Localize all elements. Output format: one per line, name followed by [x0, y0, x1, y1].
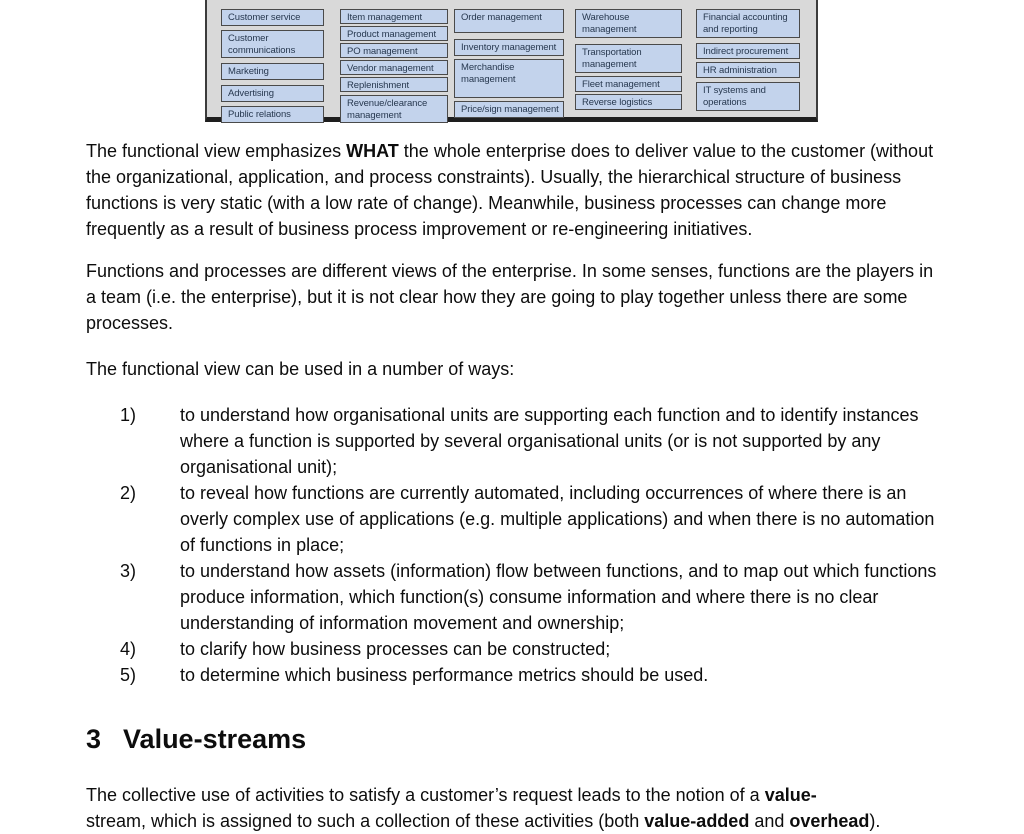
function-box: Customer service: [221, 9, 324, 26]
function-box: Inventory management: [454, 39, 564, 56]
text-segment: The functional view emphasizes: [86, 141, 347, 161]
business-functions-diagram: [205, 0, 818, 122]
paragraph-list-intro: The functional view can be used in a number of ways:: [86, 359, 515, 379]
figure-column-orders: [454, 9, 564, 118]
function-box: Vendor management: [340, 60, 448, 75]
text-segment: The collective use of activities to satisfy a customer’s request leads to the notion of a: [86, 785, 765, 805]
function-box: Indirect procurement: [696, 43, 800, 59]
function-box: Customer communications: [221, 30, 324, 58]
paragraph-value-streams: [86, 782, 942, 834]
function-box: HR administration: [696, 62, 800, 78]
bold-text: overhead: [789, 811, 870, 831]
list-marker: 3): [120, 561, 137, 581]
bold-text: value-: [764, 785, 817, 805]
function-box: Merchandise management: [454, 59, 564, 98]
function-box: Transportation management: [575, 44, 682, 73]
bold-text: value-added: [644, 811, 750, 831]
function-box: Advertising: [221, 85, 324, 102]
list-text: to understand how organisational units are supporting each function and to identify instances where a function is supported by several organisational units (or is not supported by any organisational unit);: [180, 405, 919, 477]
list-marker: 4): [120, 639, 137, 659]
function-box: Fleet management: [575, 76, 682, 92]
list-item: [86, 636, 942, 662]
section-number: 3: [86, 724, 102, 754]
function-box: Order management: [454, 9, 564, 33]
function-box: Financial accounting and reporting: [696, 9, 800, 38]
list-text: to reveal how functions are currently automated, including occurrences of where there is an overly complex use of applications (e.g. multiple applications) and when there is no automation of functions in place;: [180, 483, 935, 555]
numbered-list: [86, 402, 942, 688]
section-title: Value-streams: [123, 724, 307, 754]
text-segment: stream, which is assigned to such a collection of these activities (both: [86, 811, 645, 831]
figure-column-logistics: [575, 9, 682, 110]
figure-column-merchandising: [340, 9, 448, 123]
figure-column-corporate: [696, 9, 800, 111]
function-box: Item management: [340, 9, 448, 24]
list-item: [86, 480, 942, 558]
list-text: to determine which business performance metrics should be used.: [180, 665, 709, 685]
list-text: to understand how assets (information) flow between functions, and to map out which functions produce information, which function(s) consume information and where there is no clear understanding of information movement and ownership;: [180, 561, 937, 633]
paragraph-functional-view: [86, 138, 942, 242]
function-box: Warehouse management: [575, 9, 682, 38]
list-marker: 2): [120, 483, 137, 503]
list-marker: 1): [120, 405, 137, 425]
function-box: PO management: [340, 43, 448, 58]
text-segment: and: [749, 811, 790, 831]
function-box: Price/sign management: [454, 101, 564, 118]
text-line-clipped: [86, 808, 942, 834]
paragraph-functions-processes: Functions and processes are different views of the enterprise. In some senses, functions are the players in a team (i.e. the enterprise), but it is not clear how they are going to play together unless there are some processes.: [86, 261, 934, 333]
function-box: Replenishment: [340, 77, 448, 92]
text-segment: ).: [869, 811, 881, 831]
text-segment: the whole enterprise does to deliver value to the customer (without the organizational, application, and process constraints). Usually, the hierarchical structure of business functions is very static (with a low rate of change). Meanwhile, business processes can change more frequently as a result of business process improvement or re-engineering initiatives.: [86, 141, 934, 239]
function-box: Reverse logistics: [575, 94, 682, 110]
list-text: to clarify how business processes can be constructed;: [180, 639, 611, 659]
figure-column-customer: [221, 9, 324, 123]
section-heading-value-streams: [86, 722, 306, 756]
list-marker: 5): [120, 665, 137, 685]
function-box: IT systems and operations: [696, 82, 800, 111]
function-box: Public relations: [221, 106, 324, 123]
list-item: [86, 662, 942, 688]
list-item: [86, 558, 942, 636]
bold-text: WHAT: [346, 141, 399, 161]
function-box: Product management: [340, 26, 448, 41]
function-box: Revenue/clearance management: [340, 95, 448, 123]
function-box: Marketing: [221, 63, 324, 80]
list-item: [86, 402, 942, 480]
text-line: [86, 782, 942, 808]
